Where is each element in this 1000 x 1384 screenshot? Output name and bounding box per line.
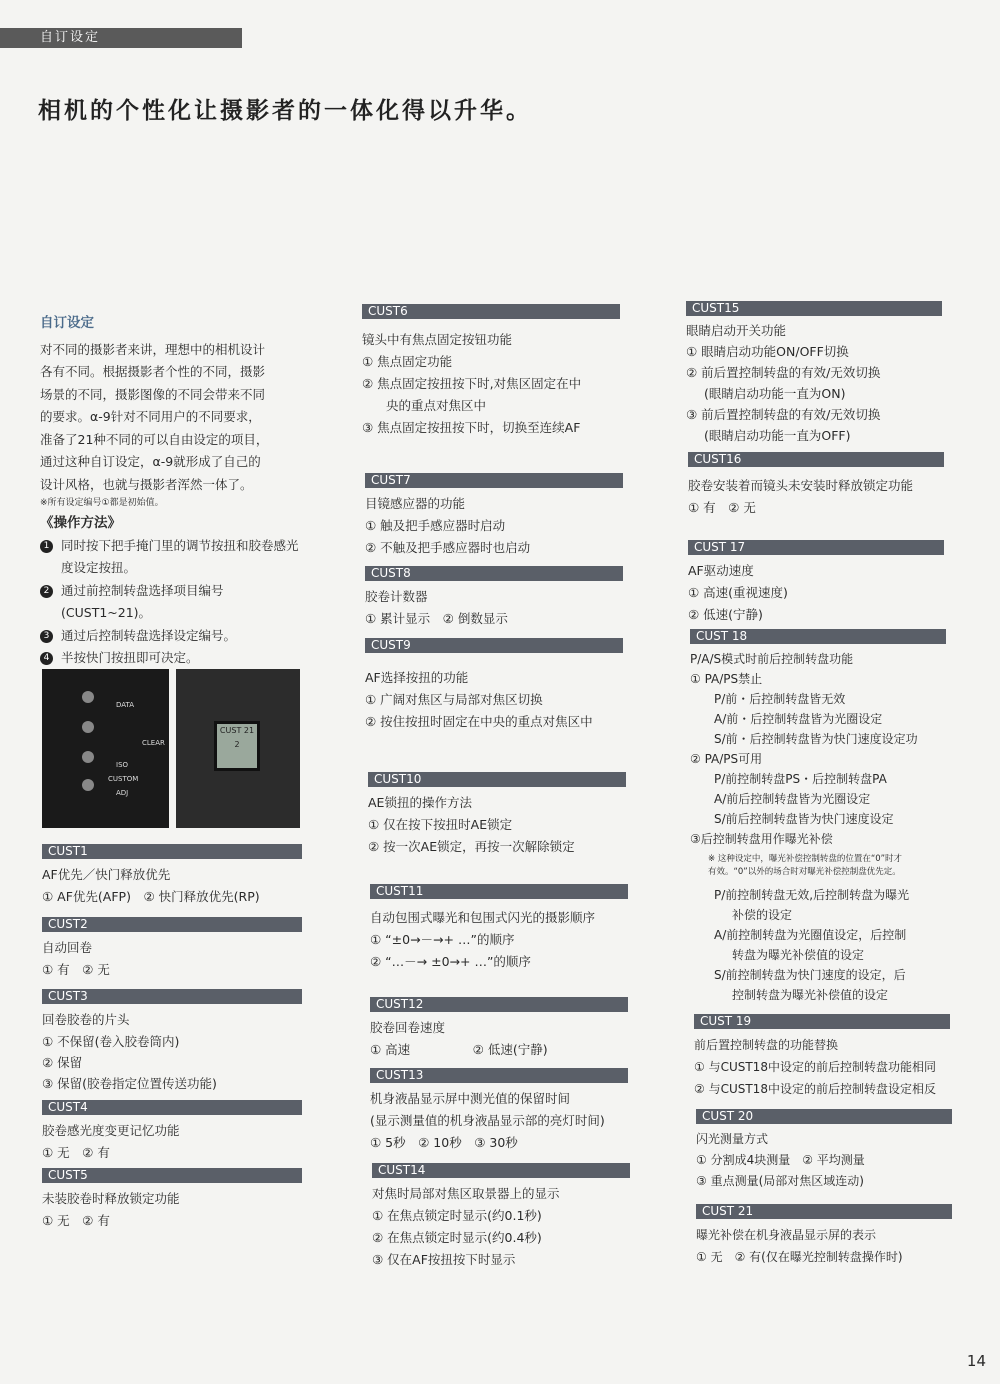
cust17-section (688, 540, 944, 626)
photo-label: DATA (116, 701, 135, 709)
camera-button-icon (82, 721, 94, 733)
method-step (40, 535, 302, 580)
cust11-option: ② “…－→ ±0→+ …”的顺序 (370, 954, 531, 969)
intro-line: 准备了21种不同的可以自由设定的项目， (40, 431, 269, 447)
cust18-section (690, 629, 946, 1005)
cust10-section (368, 772, 626, 858)
cust19-title: 前后置控制转盘的功能替换 (694, 1038, 839, 1052)
cust9-option: ① 广阔对焦区与局部对焦区切换 (365, 692, 543, 707)
cust10-title: AE锁扭的操作方法 (368, 795, 472, 810)
cust2-option: ① 有 ② 无 (42, 962, 110, 977)
cust12-title: 胶卷回卷速度 (370, 1020, 446, 1035)
cust16-section (688, 452, 944, 519)
intro-line: 场景的不同，摄影图像的不同会带来不同 (40, 386, 266, 402)
cust5-option: ① 无 ② 有 (42, 1213, 110, 1228)
intro-line: 各有不同。根据摄影者个性的不同，摄影 (40, 364, 266, 379)
cust11-title: 自动包围式曝光和包围式闪光的摄影顺序 (370, 910, 596, 925)
cust8-bar: CUST8 (365, 566, 623, 581)
step-text: 通过前控制转盘选择项目编号(CUST1~21)。 (61, 582, 224, 620)
cust2-bar: CUST2 (42, 917, 302, 932)
cust18-option: S/前控制转盘为快门速度的设定，后 (714, 968, 906, 982)
intro-note: ※所有设定编号①都是初始值。 (40, 498, 164, 508)
method-step (40, 647, 302, 670)
cust13-title: 机身液晶显示屏中测光值的保留时间 (370, 1091, 571, 1106)
cust3-section (42, 989, 302, 1094)
camera-buttons-photo (42, 669, 169, 828)
intro-line: 设计风格，也就与摄影者浑然一体了。 (40, 476, 253, 492)
cust20-bar: CUST 20 (696, 1109, 952, 1124)
cust16-bar: CUST16 (688, 452, 944, 467)
cust18-option: P/前控制转盘PS・后控制转盘PA (714, 772, 887, 786)
camera-button-icon (82, 779, 94, 791)
cust8-option: ① 累计显示 ② 倒数显示 (365, 611, 508, 626)
cust15-section (686, 301, 942, 446)
cust18-option: S/前后控制转盘皆为快门速度设定 (714, 812, 894, 826)
cust5-title: 未装胶卷时释放锁定功能 (42, 1191, 180, 1206)
cust18-bar: CUST 18 (690, 629, 946, 644)
step-text: 半按快门按扭即可决定。 (61, 650, 199, 665)
cust11-section (370, 884, 628, 973)
page-headline: 相机的个性化让摄影者的一体化得以升华。 (38, 97, 532, 124)
cust18-title: P/A/S模式时前后控制转盘功能 (690, 652, 854, 666)
cust7-option: ② 不触及把手感应器时也启动 (365, 540, 531, 555)
cust10-option: ② 按一次AE锁定，再按一次解除锁定 (368, 839, 575, 854)
cust18-option: ① PA/PS禁止 (690, 672, 763, 686)
cust18-option: A/前控制转盘为光圈值设定，后控制 (714, 928, 907, 942)
camera-button-icon (82, 691, 94, 703)
cust13-bar: CUST13 (370, 1068, 628, 1083)
cust18-option: A/前・后控制转盘皆为光圈设定 (714, 712, 883, 726)
intro-line: 通过这种自订设定，α-9就形成了自己的 (40, 454, 261, 469)
cust18-option: ③后控制转盘用作曝光补偿 (690, 832, 833, 846)
cust15-option: ② 前后置控制转盘的有效/无效切换 (686, 365, 881, 380)
cust18-option: P/前・后控制转盘皆无效 (714, 692, 846, 706)
cust3-option: ③ 保留(胶卷指定位置传送功能) (42, 1076, 217, 1091)
cust20-section (696, 1109, 952, 1192)
cust13-option: (显示测量值的机身液晶显示部的亮灯时间) (370, 1113, 605, 1128)
cust5-bar: CUST5 (42, 1168, 302, 1183)
cust21-section (696, 1204, 952, 1268)
cust10-option: ① 仅在按下按扭时AE锁定 (368, 817, 513, 832)
cust18-option: P/前控制转盘无效,后控制转盘为曝光 (714, 888, 910, 902)
cust16-title: 胶卷安装着而镜头未安装时释放锁定功能 (688, 478, 914, 493)
cust1-section (42, 844, 302, 908)
cust7-option: ① 触及把手感应器时启动 (365, 518, 506, 533)
page-number: 14 (966, 1352, 986, 1370)
intro-line: 对不同的摄影者来讲，理想中的相机设计 (40, 341, 266, 357)
cust8-section (365, 566, 623, 630)
photo-label: ISO (116, 761, 129, 769)
cust18-option: 转盘为曝光补偿值的设定 (732, 948, 865, 962)
cust21-option: ① 无 ② 有(仅在曝光控制转盘操作时) (696, 1250, 903, 1264)
intro-section (40, 312, 302, 670)
cust9-title: AF选择按扭的功能 (365, 670, 469, 685)
cust18-option: 控制转盘为曝光补偿值的设定 (732, 988, 889, 1002)
cust4-section (42, 1100, 302, 1164)
cust12-section (370, 997, 628, 1061)
cust20-option: ① 分割成4块测量 ② 平均测量 (696, 1153, 865, 1167)
cust6-section (362, 304, 620, 439)
cust18-option: ② PA/PS可用 (690, 752, 763, 766)
photo-label: CUSTOM (108, 775, 139, 783)
cust2-section (42, 917, 302, 981)
section-header-label: 自订设定 (40, 30, 101, 45)
step-number-icon: 2 (40, 585, 53, 598)
cust17-option: ① 高速(重视速度) (688, 585, 788, 600)
cust15-title: 眼睛启动开关功能 (686, 323, 787, 338)
cust11-bar: CUST11 (370, 884, 628, 899)
cust15-bar: CUST15 (686, 301, 942, 316)
cust1-bar: CUST1 (42, 844, 302, 859)
cust4-bar: CUST4 (42, 1100, 302, 1115)
cust18-option: A/前后控制转盘皆为光圈设定 (714, 792, 871, 806)
cust20-title: 闪光测量方式 (696, 1132, 769, 1146)
cust9-section (365, 638, 623, 733)
cust19-bar: CUST 19 (694, 1014, 950, 1029)
cust14-bar: CUST14 (372, 1163, 630, 1178)
cust15-option: (眼睛启动功能一直为ON) (704, 386, 846, 401)
cust14-title: 对焦时局部对焦区取景器上的显示 (372, 1186, 560, 1201)
cust18-note: ※ 这种设定中，曝光补偿控制转盘的位置在“0”时才 (708, 854, 903, 864)
cust6-option: ③ 焦点固定按扭按下时，切换至连续AF (362, 420, 581, 435)
cust18-option: S/前・后控制转盘皆为快门速度设定功 (714, 732, 918, 746)
cust6-option: 央的重点对焦区中 (386, 398, 487, 413)
cust12-option: ① 高速 ② 低速(宁静) (370, 1042, 548, 1057)
cust14-option: ① 在焦点锁定时显示(约0.1秒) (372, 1208, 542, 1223)
cust11-option: ① “±0→－→+ …”的顺序 (370, 932, 515, 947)
cust6-bar: CUST6 (362, 304, 620, 319)
cust10-bar: CUST10 (368, 772, 626, 787)
step-number-icon: 4 (40, 652, 53, 665)
cust5-section (42, 1168, 302, 1232)
cust7-bar: CUST7 (365, 473, 623, 488)
method-title: 《操作方法》 (40, 515, 121, 531)
cust13-option: ① 5秒 ② 10秒 ③ 30秒 (370, 1135, 518, 1150)
cust17-option: ② 低速(宁静) (688, 607, 763, 622)
cust14-section (372, 1163, 630, 1271)
cust15-option: (眼睛启动功能一直为OFF) (704, 428, 851, 443)
cust3-bar: CUST3 (42, 989, 302, 1004)
cust18-option: 补偿的设定 (732, 908, 793, 922)
cust14-option: ② 在焦点锁定时显示(约0.4秒) (372, 1230, 542, 1245)
step-number-icon: 1 (40, 540, 53, 553)
cust19-section (694, 1014, 950, 1100)
cust2-title: 自动回卷 (42, 940, 93, 955)
cust12-bar: CUST12 (370, 997, 628, 1012)
cust7-title: 目镜感应器的功能 (365, 496, 466, 511)
cust21-bar: CUST 21 (696, 1204, 952, 1219)
cust6-option: ② 焦点固定按扭按下时,对焦区固定在中 (362, 376, 582, 391)
photo-label: ADJ (116, 789, 129, 797)
step-text: 通过后控制转盘选择设定编号。 (61, 627, 237, 643)
cust14-option: ③ 仅在AF按扭按下时显示 (372, 1252, 516, 1267)
cust15-option: ① 眼睛启动功能ON/OFF切换 (686, 344, 849, 359)
cust18-note: 有效。“0”以外的场合时对曝光补偿控制盘优先定。 (708, 867, 901, 877)
section-header-bar (0, 28, 242, 48)
cust1-option: ① AF优先(AFP) ② 快门释放优先(RP) (42, 889, 260, 904)
method-step (40, 580, 302, 625)
step-text: 同时按下把手掩门里的调节按扭和胶卷感光度设定按扭。 (61, 537, 299, 575)
cust8-title: 胶卷计数器 (365, 589, 428, 604)
cust3-option: ① 不保留(卷入胶卷筒内) (42, 1034, 180, 1049)
cust13-section (370, 1068, 628, 1154)
intro-line: 的要求。α-9针对不同用户的不同要求， (40, 409, 261, 424)
cust17-bar: CUST 17 (688, 540, 944, 555)
step-number-icon: 3 (40, 630, 53, 643)
cust19-option: ① 与CUST18中设定的前后控制转盘功能相同 (694, 1060, 936, 1074)
cust7-section (365, 473, 623, 559)
cust4-option: ① 无 ② 有 (42, 1145, 110, 1160)
cust9-bar: CUST9 (365, 638, 623, 653)
camera-lcd-display: CUST 21 2 (214, 721, 260, 771)
cust17-title: AF驱动速度 (688, 563, 754, 578)
intro-title: 自订设定 (40, 315, 94, 331)
cust4-title: 胶卷感光度变更记忆功能 (42, 1123, 180, 1138)
cust3-title: 回卷胶卷的片头 (42, 1012, 130, 1027)
cust15-option: ③ 前后置控制转盘的有效/无效切换 (686, 407, 881, 422)
cust6-option: ① 焦点固定功能 (362, 354, 453, 369)
cust1-title: AF优先／快门释放优先 (42, 867, 171, 882)
photo-label: CLEAR (142, 739, 165, 747)
cust20-option: ③ 重点测量(局部对焦区域连动) (696, 1174, 864, 1188)
cust6-title: 镜头中有焦点固定按钮功能 (362, 332, 513, 347)
cust19-option: ② 与CUST18中设定的前后控制转盘设定相反 (694, 1082, 936, 1096)
camera-lcd-photo (176, 669, 300, 828)
camera-button-icon (82, 751, 94, 763)
cust21-title: 曝光补偿在机身液晶显示屏的表示 (696, 1228, 877, 1242)
cust3-option: ② 保留 (42, 1055, 83, 1070)
method-step (40, 625, 302, 648)
cust9-option: ② 按住按扭时固定在中央的重点对焦区中 (365, 714, 593, 729)
cust16-option: ① 有 ② 无 (688, 500, 756, 515)
